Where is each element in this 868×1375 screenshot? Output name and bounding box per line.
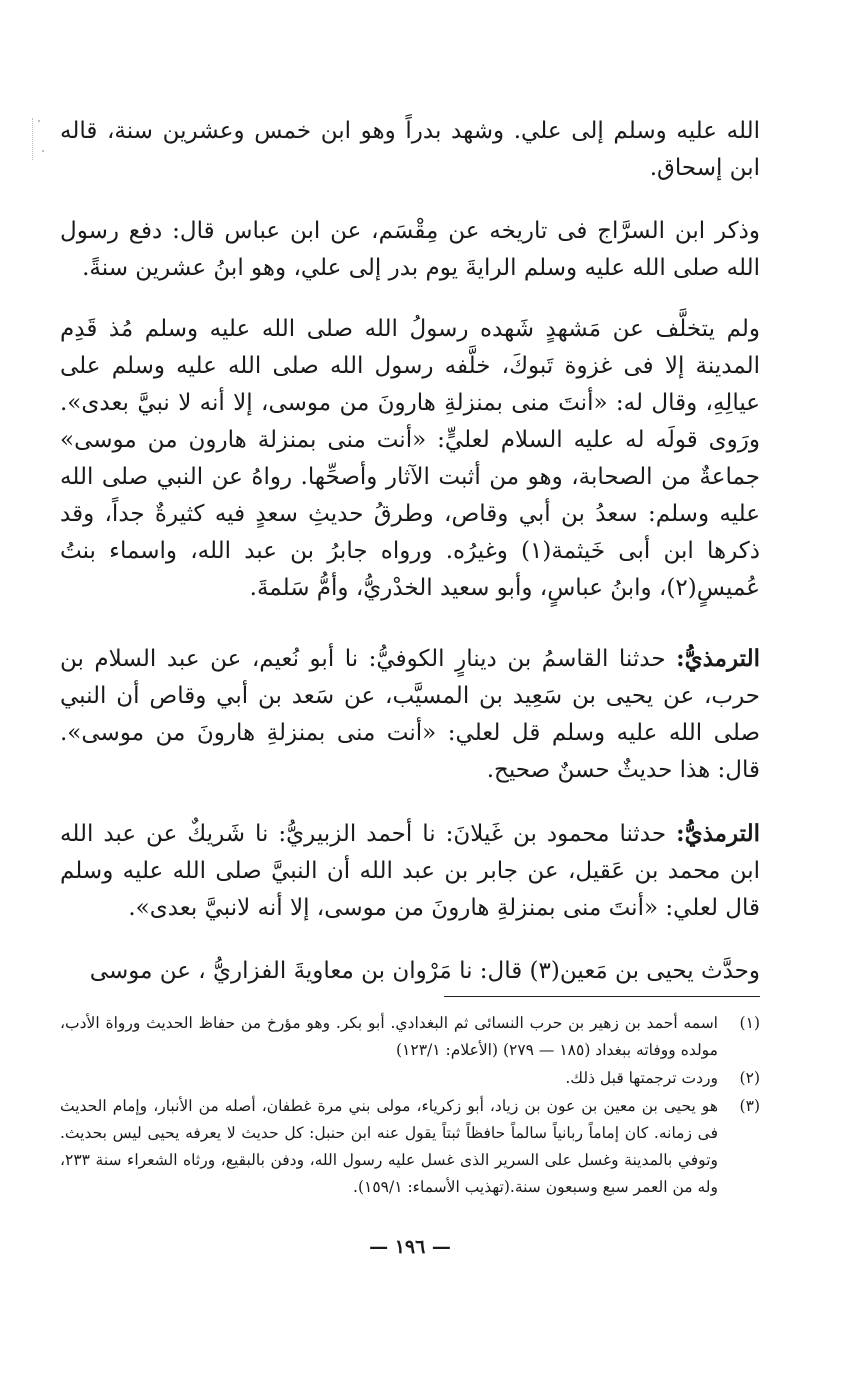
book-page — [60, 0, 760, 1375]
paragraph — [60, 952, 760, 990]
page-number: — ١٩٦ — — [369, 1236, 451, 1258]
paragraph-text: وذكر ابن السرَّاج فى تاريخه عن مِقْسَم، عن ابن عباس قال: دفع رسول الله صلى الله عليه وسلم الرايةَ يوم بدر إلى علي، وهو ابنُ عشرين سنةً. — [60, 218, 760, 281]
footnote-number: (٣) — [739, 1097, 760, 1115]
footnote-text: اسمه أحمد بن زهير بن حرب النسائى ثم البغدادي. أبو بكر. وهو مؤرخ من حفاظ الحديث ورواة الأدب، مولده ووفاته ببغداد (١٨٥ — ٢٧٩) (الأعلام: ١٢٣/١) — [60, 1014, 718, 1059]
footnote-number: (٢) — [739, 1069, 760, 1087]
scan-speck — [42, 150, 44, 152]
paragraph — [60, 815, 760, 927]
paragraph-text: ولم يتخلَّف عن مَشهدٍ شَهده رسولُ الله صلى الله عليه وسلم مُذ قَدِم المدينة إلا فى غزوة تَبوكَ، خلَّفه رسول الله صلى الله عليه وسلم على عيالِهِ، وقال له: «أنتَ منى بمنزلةِ هارونَ من موسى، إلا أنه لا نبيَّ بعدى». ورَوى قولَه له عليه السلام لعليٍّ: «أنت منى بمنزلة هارون من موسى» جماعةٌ من الصحابة، وهو من أثبت الآثار وأصحِّها. رواهُ عن النبي صلى الله عليه وسلم: سعدُ بن أبي وقاص، وطرقُ حديثِ سعدٍ فيه كثيرةٌ جداً، وقد ذكرها ابن أبى خَيثمة(١) وغيرُه. ورواه جابرُ بن عبد الله، واسماء بنتُ عُميسٍ(٢)، وابنُ عباسٍ، وأبو سعيد الخدْريُّ، وأمُّ سَلمةَ. — [60, 316, 760, 601]
footnote-rule — [444, 996, 760, 997]
paragraph — [60, 112, 760, 187]
footnote — [60, 1010, 760, 1064]
paragraph-text: حدثنا القاسمُ بن دينارٍ الكوفيُّ: نا أبو نُعيم، عن عبد السلام بن حرب، عن يحيى بن سَعِيد بن المسيَّب، عن سَعد بن أبي وقاص أن النبي صلى الله عليه وسلم قل لعلي: «أنت منى بمنزلةِ هارونَ من موسى». قال: هذا حديثٌ حسنٌ صحيح. — [60, 646, 760, 783]
footnote-number: (١) — [739, 1014, 760, 1032]
footnotes — [60, 1010, 760, 1202]
paragraph-lead: الترمذيُّ: — [676, 820, 760, 847]
paragraph — [60, 212, 760, 287]
scan-speck — [38, 120, 40, 122]
footnote-text: وردت ترجمتها قبل ذلك. — [565, 1069, 718, 1087]
paragraph — [60, 640, 760, 789]
paragraph-text: حدثنا محمود بن غَيلانَ: نا أحمد الزبيريُّ: نا شَريكٌ عن عبد الله ابن محمد بن عَقيل، عن جابر بن عبد الله أن النبيَّ صلى الله عليه وسلم قال لعلي: «أنتَ منى بمنزلةِ هارونَ من موسى، إلا أنه لانبيَّ بعدى». — [60, 821, 760, 921]
footnote-text: هو يحيى بن معين بن عون بن زياد، أبو زكرياء، مولى بني مرة غطفان، أصله من الأنبار، وإمام الحديث فى زمانه. كان إماماً ربانياً سالماً حافظاً ثبتاً يقول عنه ابن حنبل: كل حديث لا يعرفه يحيى ليس بحديث. وتوفي بالمدينة وغسل على السرير الذى غسل عليه رسول الله، ودفن بالبقيع، ورثاه الشعراء سنة ٢٣٣، وله من العمر سبع وسبعون سنة.(تهذيب الأسماء: ١٥٩/١). — [60, 1097, 718, 1196]
paragraph-text: وحدَّث يحيى بن مَعين(٣) قال: نا مَرْوان بن معاويةَ الفزاريُّ ، عن موسى — [89, 958, 760, 984]
paragraph-text: الله عليه وسلم إلى علي. وشهد بدراً وهو ابن خمس وعشرين سنة، قاله ابن إسحاق. — [60, 118, 760, 181]
footnote — [60, 1093, 760, 1201]
paragraph-lead: الترمذيُّ: — [676, 645, 760, 672]
paragraph — [60, 310, 760, 607]
margin-mark — [32, 118, 45, 160]
footnote — [60, 1065, 760, 1092]
